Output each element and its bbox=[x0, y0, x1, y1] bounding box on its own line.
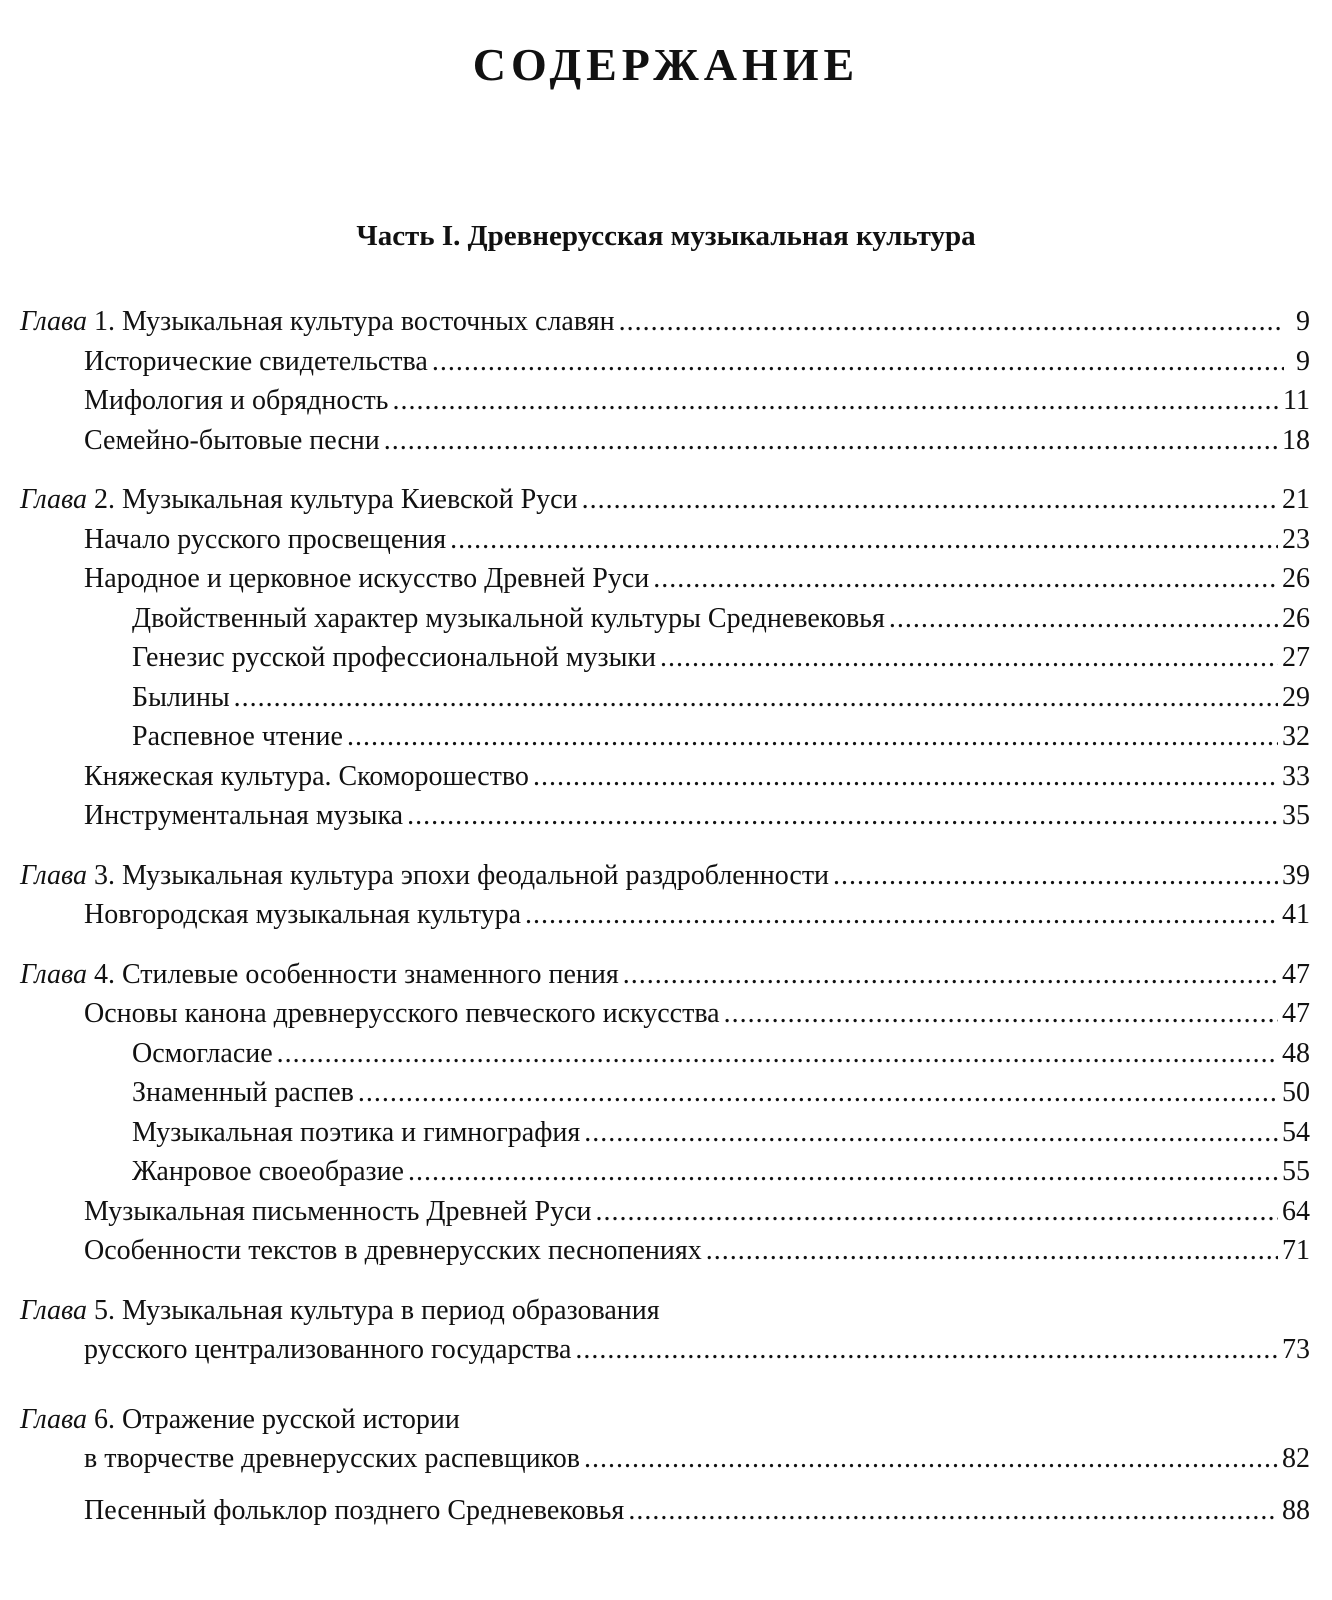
page-number: 55 bbox=[1282, 1156, 1310, 1187]
toc-entry-title: Основы канона древнерусского певческого искусства bbox=[84, 998, 720, 1029]
chapter-word: Глава bbox=[20, 306, 87, 337]
toc-subentry[interactable] bbox=[20, 1113, 1310, 1153]
toc-chapter-1[interactable]: Глава 1 . Музыкальная культура восточных славян ..... 9 bbox=[20, 302, 1310, 342]
toc-entry-title: Семейно-бытовые песни bbox=[84, 424, 380, 456]
toc-entry[interactable] bbox=[20, 796, 1310, 836]
toc-entry[interactable] bbox=[20, 342, 1310, 382]
page-number: 29 bbox=[1282, 681, 1310, 713]
dot-leader bbox=[384, 421, 1278, 461]
toc-chapter-4[interactable]: Глава 4 . Стилевые особенности знаменного пения ..... 47 bbox=[20, 955, 1310, 995]
toc-chapter-3[interactable]: Глава 3 . Музыкальная культура эпохи феодальной раздробленности ..... 39 bbox=[20, 856, 1310, 896]
page-number: 71 bbox=[1282, 1235, 1310, 1266]
toc-entry-title: Былины bbox=[132, 681, 230, 713]
toc-entry[interactable] bbox=[20, 994, 1310, 1034]
toc-subentry[interactable] bbox=[20, 717, 1310, 757]
toc-entry-title: Музыкальная культура в период образования bbox=[121, 1294, 660, 1326]
part-heading: Часть I. Древнерусская музыкальная культура bbox=[356, 220, 976, 252]
chapter-number: 3 bbox=[93, 859, 108, 891]
dot-leader bbox=[582, 480, 1278, 520]
toc-entry[interactable] bbox=[20, 421, 1310, 461]
page-title: СОДЕРЖАНИЕ bbox=[472, 39, 860, 90]
dot-leader bbox=[450, 520, 1278, 560]
toc-entry[interactable] bbox=[20, 1231, 1310, 1271]
page-number: 82 bbox=[1282, 1443, 1310, 1474]
dot-leader bbox=[889, 599, 1278, 639]
page-number: 47 bbox=[1282, 998, 1310, 1029]
dot-leader bbox=[432, 342, 1284, 382]
toc-entry-title: Песенный фольклор позднего Средневековья bbox=[84, 1494, 625, 1526]
page-number: 47 bbox=[1282, 958, 1310, 990]
dot-leader bbox=[660, 638, 1278, 678]
dot-leader bbox=[407, 796, 1278, 836]
page-number: 32 bbox=[1282, 721, 1310, 752]
page-number: 35 bbox=[1282, 800, 1310, 831]
toc-subentry[interactable] bbox=[20, 1073, 1310, 1113]
toc-entry[interactable] bbox=[20, 1491, 1310, 1531]
page-number: 26 bbox=[1282, 602, 1310, 634]
toc-entry-title: Отражение русской истории bbox=[121, 1403, 460, 1435]
page-number: 41 bbox=[1282, 899, 1310, 930]
toc-chapter-2[interactable]: Глава 2 . Музыкальная культура Киевской Руси ..... 21 bbox=[20, 480, 1310, 520]
toc-entry-title: Княжеская культура. Скоморошество bbox=[84, 760, 529, 792]
toc-subentry[interactable] bbox=[20, 638, 1310, 678]
chapter-word: Глава bbox=[20, 484, 87, 515]
toc-entry-title: Инструментальная музыка bbox=[84, 800, 404, 831]
dot-leader bbox=[533, 757, 1278, 797]
page-number: 27 bbox=[1282, 642, 1310, 673]
dot-leader bbox=[596, 1192, 1279, 1232]
page-number: 23 bbox=[1282, 523, 1310, 555]
dot-leader bbox=[833, 856, 1278, 896]
toc-entry-title: Осмогласие bbox=[132, 1037, 273, 1069]
toc-entry-title: Стилевые особенности знаменного пения bbox=[121, 958, 619, 990]
dot-leader bbox=[628, 1491, 1278, 1531]
dot-leader bbox=[575, 1330, 1278, 1370]
dot-leader bbox=[277, 1034, 1278, 1074]
toc-entry[interactable] bbox=[20, 757, 1310, 797]
chapter-number: 2 bbox=[93, 484, 108, 515]
toc-entry-title: Музыкальная поэтика и гимнография bbox=[132, 1116, 581, 1148]
dot-leader bbox=[623, 955, 1278, 995]
toc-entry[interactable] bbox=[20, 1192, 1310, 1232]
chapter-number: 6 bbox=[93, 1403, 108, 1435]
page-number: 18 bbox=[1282, 424, 1310, 456]
toc-entry-title: Новгородская музыкальная культура bbox=[84, 899, 522, 930]
table-of-contents bbox=[20, 302, 1310, 1530]
toc-chapter-5-continuation[interactable] bbox=[20, 1330, 1310, 1370]
toc-subentry[interactable] bbox=[20, 1034, 1310, 1074]
dot-leader bbox=[584, 1113, 1278, 1153]
toc-entry-title: Знаменный распев bbox=[132, 1077, 354, 1108]
page-number: 9 bbox=[1296, 345, 1310, 377]
page-number: 26 bbox=[1282, 563, 1310, 594]
toc-entry-title: Распевное чтение bbox=[132, 721, 343, 752]
toc-entry-title: Музыкальная культура эпохи феодальной раздробленности bbox=[121, 859, 830, 891]
dot-leader bbox=[724, 994, 1278, 1034]
page-number: 11 bbox=[1283, 385, 1310, 416]
dot-leader bbox=[619, 302, 1284, 342]
toc-entry-title: Генезис русской профессиональной музыки bbox=[132, 642, 657, 673]
page-number: 64 bbox=[1282, 1195, 1310, 1227]
dot-leader bbox=[525, 895, 1278, 935]
toc-subentry[interactable] bbox=[20, 599, 1310, 639]
page-number: 48 bbox=[1282, 1037, 1310, 1069]
dot-leader bbox=[358, 1073, 1278, 1113]
page-number: 50 bbox=[1282, 1077, 1310, 1108]
toc-entry-title: Музыкальная культура восточных славян bbox=[121, 306, 615, 337]
toc-subentry[interactable] bbox=[20, 1152, 1310, 1192]
page-number: 21 bbox=[1282, 484, 1310, 515]
toc-entry-title: Двойственный характер музыкальной культуры Средневековья bbox=[132, 602, 885, 634]
chapter-word: Глава bbox=[20, 859, 87, 891]
dot-leader bbox=[234, 678, 1278, 718]
toc-entry[interactable] bbox=[20, 381, 1310, 421]
toc-entry-title-continued: русского централизованного государства bbox=[84, 1334, 572, 1365]
page-number: 9 bbox=[1296, 306, 1310, 337]
page-number: 33 bbox=[1282, 760, 1310, 792]
toc-entry-title: Начало русского просвещения bbox=[84, 523, 447, 555]
dot-leader bbox=[392, 381, 1279, 421]
dot-leader bbox=[653, 559, 1278, 599]
page-number: 54 bbox=[1282, 1116, 1310, 1148]
toc-entry[interactable] bbox=[20, 559, 1310, 599]
toc-entry-title: Жанровое своеобразие bbox=[132, 1156, 404, 1187]
toc-entry-title: Музыкальная культура Киевской Руси bbox=[121, 484, 578, 515]
page-number: 39 bbox=[1282, 859, 1310, 891]
chapter-number: 4 bbox=[93, 958, 108, 990]
page-number: 73 bbox=[1282, 1334, 1310, 1365]
toc-entry-title: Исторические свидетельства bbox=[84, 345, 428, 377]
toc-entry[interactable] bbox=[20, 520, 1310, 560]
chapter-word: Глава bbox=[20, 1294, 87, 1326]
toc-subentry[interactable] bbox=[20, 678, 1310, 718]
toc-entry-title: Мифология и обрядность bbox=[84, 385, 389, 416]
toc-chapter-6-continuation[interactable] bbox=[20, 1439, 1310, 1479]
toc-entry-title: Народное и церковное искусство Древней Руси bbox=[84, 563, 650, 594]
dot-leader bbox=[584, 1439, 1278, 1479]
chapter-word: Глава bbox=[20, 1403, 87, 1435]
dot-leader bbox=[408, 1152, 1278, 1192]
dot-leader bbox=[706, 1231, 1278, 1271]
page-number: 88 bbox=[1282, 1494, 1310, 1526]
toc-chapter-6[interactable]: Глава 6. Отражение русской истории bbox=[20, 1403, 460, 1435]
dot-leader bbox=[347, 717, 1278, 757]
toc-entry-title-continued: в творчестве древнерусских распевщиков bbox=[84, 1443, 580, 1474]
chapter-number: 5 bbox=[93, 1294, 108, 1326]
toc-entry-title: Особенности текстов в древнерусских песнопениях bbox=[84, 1235, 702, 1266]
toc-entry-title: Музыкальная письменность Древней Руси bbox=[84, 1195, 592, 1227]
chapter-number: 1 bbox=[93, 306, 108, 337]
chapter-word: Глава bbox=[20, 958, 87, 990]
toc-chapter-5[interactable]: Глава 5. Музыкальная культура в период образования bbox=[20, 1294, 660, 1326]
toc-entry[interactable] bbox=[20, 895, 1310, 935]
